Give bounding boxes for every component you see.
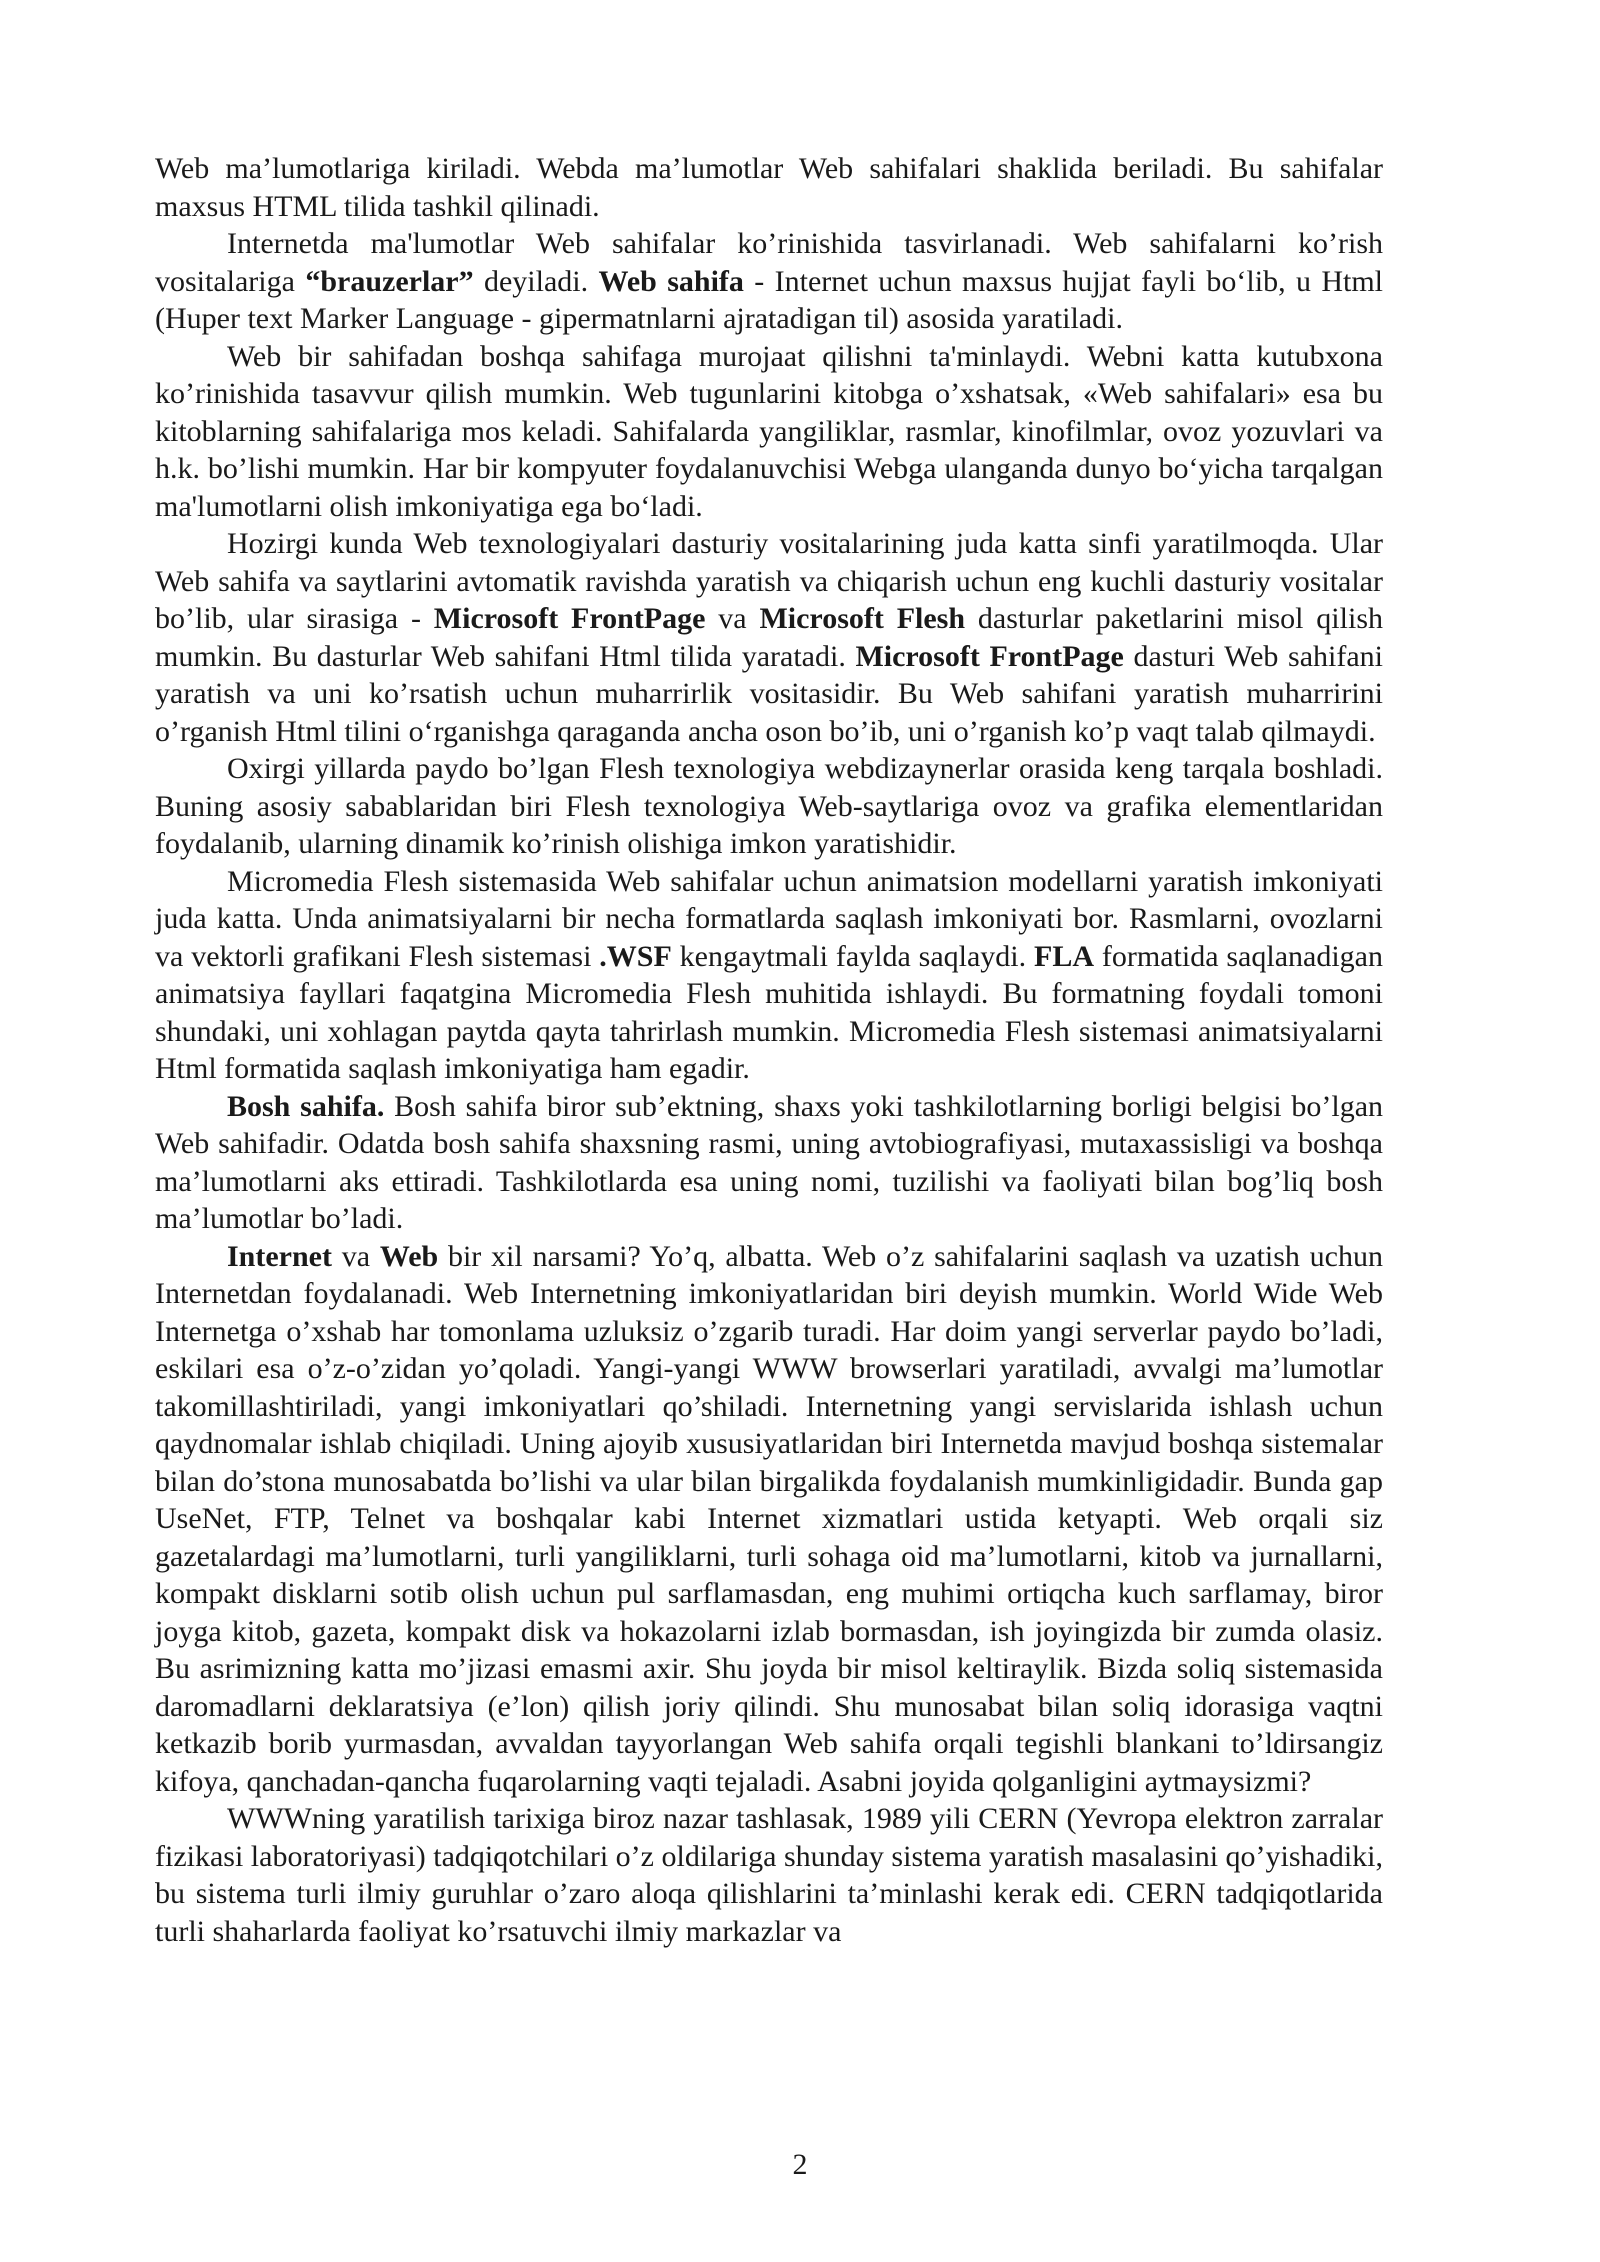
paragraph-8: Internet va Web bir xil narsami? Yo’q, albatta. Web o’z sahifalarini saqlash va uzatish uchun Internetdan foydalanadi. Web Internetning imkoniyatlaridan biri deyish mumkin. World Wide Web Internetga o’xshab har tomonlama uzluksiz o’zgarib turadi. Har doim yangi serverlar paydo bo’ladi, eskilari esa o’z-o’zidan yo’qoladi. Yangi-yangi WWW browserlari yaratiladi, avvalgi ma’lumotlar takomillashtiriladi, yangi imkoniyatlari qo’shiladi. Internetning yangi servislarida ishlash uchun qaydnomalar ishlab chiqiladi. Uning ajoyib xususiyatlaridan biri Internetda mavjud boshqa sistemalar bilan do’stona munosabatda bo’lishi va ular bilan birgalikda foydalanish mumkinligidadir. Bunda gap UseNet, FTP, Telnet va boshqalar kabi Internet xizmatlari ustida ketyapti. Web orqali siz gazetalardagi ma’lumotlarni, turli yangiliklarni, turli sohaga oid ma’lumotlarni, kitob va jurnallarni, kompakt disklarni sotib olish uchun pul sarflamasdan, eng muhimi ortiqcha kuch sarflamay, biror joyga kitob, gazeta, kompakt disk va hokazolarni izlab bormasdan, ish joyingizda bir zumda olasiz. Bu asrimizning katta mo’jizasi emasmi axir. Shu joyda bir misol keltiraylik. Bizda soliq sistemasida daromadlarni deklaratsiya (e’lon) qilish joriy qilindi. Shu munosabat bilan soliq idorasiga vaqtni ketkazib borib yurmasdan, avvaldan tayyorlangan Web sahifa orqali tegishli blankani to’ldirsangiz kifoya, qanchadan-qancha fuqarolarning vaqti tejaladi. Asabni joyida qolganligini aytmaysizmi? [155,1239,1383,1798]
term-web: Web [379,1239,439,1273]
term-fla: FLA [1034,939,1095,973]
term-microsoft-frontpage: Microsoft FrontPage [433,602,706,635]
paragraph-5: Oxirgi yillarda paydo bo’lgan Flesh texnologiya webdizaynerlar orasida keng tarqala boshladi. Buning asosiy sabablaridan biri Flesh texnologiya Web-saytlariga ovoz va grafika elementlaridan foydalanib, ularning dinamik ko’rinish olishiga imkon yaratishidir. [155,752,1383,860]
paragraph-6: Micromedia Flesh sistemasida Web sahifalar uchun animatsion modellarni yaratish imkoniyati juda katta. Unda animatsiyalarni bir necha formatlarda saqlash imkoniyati bor. Rasmlarni, ovozlarni va vektorli grafikani Flesh sistemasi .WSF kengaytmali faylda saqlaydi. FLA formatida saqlanadigan animatsiya fayllari faqatgina Micromedia Flesh muhitida ishlaydi. Bu formatning foydali tomoni shundaki, uni xohlagan paytda qayta tahrirlash mumkin. Micromedia Flesh sistemasi animatsiyalarni Html formatida saqlash imkoniyatiga ham egadir. [155,864,1383,1085]
term-bosh-sahifa: Bosh sahifa. [227,1089,385,1123]
paragraph-7: Bosh sahifa. Bosh sahifa biror sub’ektning, shaxs yoki tashkilotlarning borligi belgisi bo’lgan Web sahifadir. Odatda bosh sahifa shaxsning rasmi, uning avtobiografiyasi, mutaxassisligi va boshqa ma’lumotlarni aks ettiradi. Tashkilotlarda esa uning nomi, tuzilishi va faoliyati bilan bog’liq bosh ma’lumotlar bo’ladi. [155,1089,1384,1235]
paragraph-3: Web bir sahifadan boshqa sahifaga murojaat qilishni ta'minlaydi. Webni katta kutubxona ko’rinishida tasavvur qilish mumkin. Web tugunlarini kitobga o’xshatsak, «Web sahifalari» esa bu kitoblarning sahifalariga mos keladi. Sahifalarda yangiliklar, rasmlar, kinofilmlar, ovoz yozuvlari va h.k. bo’lishi mumkin. Har bir kompyuter foydalanuvchisi Webga ulanganda dunyo bo‘yicha tarqalgan ma'lumotlarni olish imkoniyatiga ega bo‘ladi. [155,339,1383,523]
paragraph-1: Web ma’lumotlariga kiriladi. Webda ma’lumotlar Web sahifalari shaklida beriladi. Bu sahifalar maxsus HTML tilida tashkil qilinadi. [155,152,1383,223]
term-wsf: .WSF [599,939,672,973]
paragraph-9: WWWning yaratilish tarixiga biroz nazar tashlasak, 1989 yili CERN (Yevropa elektron zarralar fizikasi laboratoriyasi) tadqiqotchilari o’z oldilariga shunday sistema yaratish masalasini qo’yishadiki, bu sistema turli ilmiy guruhlar o’zaro aloqa qilishlarini ta’minlashi kerak edi. CERN tadqiqotlarida turli shaharlarda faoliyat ko’rsatuvchi ilmiy markazlar va [155,1802,1384,1948]
term-microsoft-flesh: Microsoft Flesh [759,602,966,635]
term-internet: Internet [227,1239,332,1273]
term-web-sahifa: Web sahifa [598,264,744,298]
term-brauzerlar: “brauzerlar” [305,264,474,298]
paragraph-4: Hozirgi kunda Web texnologiyalari dasturiy vositalarining juda katta sinfi yaratilmoqda. Ular Web sahifa va saytlarini avtomatik ravishda yaratish va chiqarish uchun eng kuchli dasturiy vositalar bo’lib, ular sirasiga - Microsoft FrontPage va Microsoft Flesh dasturlar paketlarini misol qilish mumkin. Bu dasturlar Web sahifani Html tilida yaratadi. Microsoft FrontPage dasturi Web sahifani yaratish va uni ko’rsatish uchun muharrirlik vositasidir. Bu Web sahifani yaratish muharririni o’rganish Html tilini o‘rganishga qaraganda ancha oson bo’ib, uni o’rganish ko’p vaqt talab qilmaydi. [155,527,1383,748]
paragraph-2: Internetda ma'lumotlar Web sahifalar ko’rinishida tasvirlanadi. Web sahifalarni ko’rish vositalariga “brauzerlar” deyiladi. Web sahifa - Internet uchun maxsus hujjat fayli bo‘lib, u Html (Huper text Marker Language - gipermatnlarni ajratadigan til) asosida yaratiladi. [155,227,1383,335]
page-number: 2 [792,2148,808,2181]
document-page [155,150,1383,1950]
term-microsoft-frontpage-2: Microsoft FrontPage [855,639,1124,673]
